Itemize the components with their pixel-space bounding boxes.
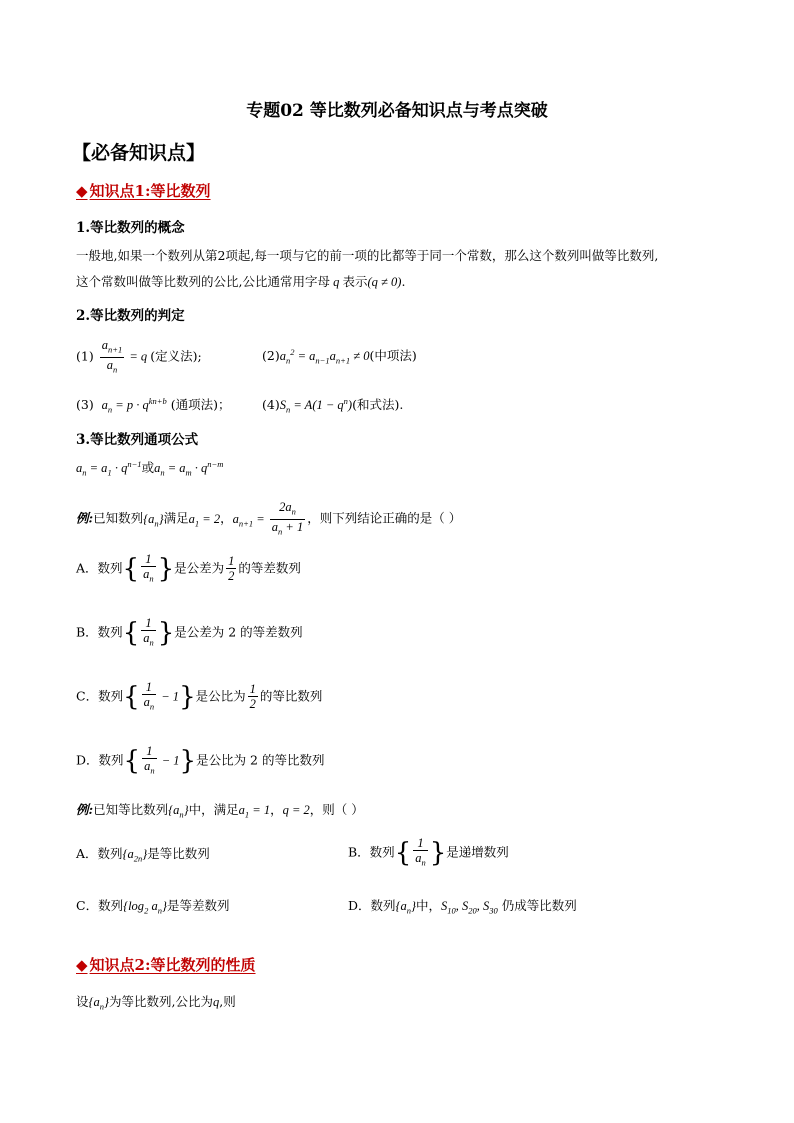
ex2-option-d-mid: 中， [416,898,442,913]
ex2-option-d-pre: D．数列 [348,898,396,913]
formula-recurrence: $a_{n+1}$ = [232,511,268,528]
example-2-question: 例:已知等比数列$\{a_n\}$中，满足$a_1 = 1$，q = 2，则（ ） [76,802,364,820]
concept-line-1: 一般地,如果一个数列从第2项起,每一项与它的前一项的比都等于同一个常数，那么这个数列叫做等比数列, [76,248,659,263]
formula-sum: $S_n = A(1 - q^n)$ [279,395,353,415]
method-1-name: (定义法); [150,348,202,364]
option-c-post: 是公比为 [195,688,246,704]
example-2-text-a: 已知等比数列 [93,802,169,817]
ex2-option-b-pre: B．数列 [348,844,395,860]
general-term-formula [76,458,223,478]
concept-line-2b: 表示 [342,274,368,289]
formula-mean: $a_n^2 = a_{n-1}a_{n+1} \ne 0$ [279,346,370,366]
example-1-text-b: 满足 [163,510,189,526]
formula-a1-eq-1: $a_1 = 1$ [238,803,271,820]
kp2-label: 知识点2:等比数列的性质 [89,956,256,974]
example-1-label: 例: [76,510,94,526]
example-1-question: 例:已知数列$\{a_n\}$满足$a_1 = 2$，$a_{n+1}$ = $\frac{2a_n}{a_n + 1}$ ，则下列结论正确的是（ ） [76,500,462,536]
diamond-icon: ◆ [76,956,88,974]
option-a-tail: 的等差数列 [238,560,301,576]
formula-ratio: $\frac{a_{n+1}}{a_n}$ [101,338,123,374]
formula-q-eq-2: q = 2 [282,803,310,817]
formula-seq-an: $\{a_n\}$ [143,511,164,528]
method-4-label: (4) [262,397,280,412]
section-heading: 【必备知识点】 [72,142,206,164]
method-1-label: (1) [76,348,94,364]
example-2-label: 例: [76,802,94,817]
option-a-pre: A．数列 [76,560,123,576]
example-1-option-a[interactable]: A．数列{ $\frac{1}{a_n}$ }是公差为 $\frac{1}{2}$ 的等差数列 [76,552,301,584]
knowledge-point-2-heading [76,954,256,975]
judgement-method-1 [76,338,202,376]
formula-term-1: $a_n = a_1 \cdot q^{n-1}$ [76,458,142,478]
example-2-option-b[interactable]: B．数列{ $\frac{1}{a_n}$ }是递增数列 [348,836,509,868]
example-1-option-c[interactable]: C．数列{ $\frac{1}{a_n}$ − 1}是公比为 $\frac{1}{2}$ 的等比数列 [76,680,323,712]
method-4-name: (和式法). [352,397,404,412]
option-c-tail: 的等比数列 [259,688,323,704]
diamond-icon: ◆ [76,182,88,200]
example-2-text-c: ，则（ ） [309,802,364,817]
ex2-option-d-post: 仍成等比数列 [501,898,577,913]
knowledge-point-1-heading [76,180,211,201]
ex2-option-b-post: 是递增数列 [446,844,509,860]
method-2-name: (中项法) [369,348,417,363]
ex2-option-a-post: 是等比数列 [147,846,210,861]
formula-eq-q: = q [126,349,151,364]
formula-term-m: $a_n = a_m \cdot q^{n-m}$ [154,458,224,478]
example-1-text-a: 已知数列 [93,510,144,526]
example-2-option-a[interactable]: A．数列$\{a_{2n}\}$是等比数列 [76,846,210,864]
option-a-post: 是公差为 [174,560,225,576]
method-3-name: (通项法)； [170,397,231,412]
formula-q: q [329,275,343,289]
judgement-method-2 [262,346,417,366]
option-b-pre: B．数列 [76,624,123,640]
page-title: 专题02 等比数列必备知识点与考点突破 [246,101,548,121]
formula-heading: 3.等比数列通项公式 [76,432,199,448]
judgement-method-3 [76,395,231,415]
properties-intro [76,992,236,1012]
option-d-pre: D．数列 [76,752,124,768]
kp1-label: 知识点1:等比数列 [89,182,211,200]
properties-text-c: ,则 [219,994,236,1009]
ex2-option-a-pre: A．数列 [76,846,123,861]
example-2-text-b: 中，满足 [188,802,239,817]
formula-q-nonzero: (q ≠ 0) [367,275,402,289]
properties-text-b: 为等比数列,公比为 [109,994,213,1009]
formula-seq-an-2: $\{a_n\}$ [168,803,189,820]
example-2-option-c[interactable]: C．数列{$\log_2$ $a_n$}是等差数列 [76,898,230,916]
method-2-label: (2) [262,348,280,363]
formula-a1-eq-2: $a_1 = 2$ [188,511,221,528]
option-b-post: 是公差为 2 的等差数列 [174,624,303,640]
concept-line-2 [76,272,405,290]
ex2-option-c-pre: C．数列 [76,898,124,913]
formula-general-term: $a_n = p \cdot q^{kn+b}$ [101,395,167,415]
formula-seq-an-3: $\{a_n\}$ [88,995,110,1012]
example-1-text-c: ，则下列结论正确的是（ ） [307,510,462,526]
concept-period: . [401,274,406,289]
option-c-pre: C．数列 [76,688,124,704]
judgement-heading: 2.等比数列的判定 [76,308,185,324]
method-3-label: (3) [76,397,94,412]
concept-line-2a: 这个常数叫做等比数列的公比,公比通常用字母 [76,274,330,289]
formula-or: 或 [141,460,155,475]
judgement-method-4 [262,395,403,415]
properties-text-a: 设 [76,994,89,1009]
concept-heading: 1.等比数列的概念 [76,220,185,236]
option-d-post: 是公比为 2 的等比数列 [196,752,325,768]
formula-recurrence-frac: $\frac{2a_n}{a_n + 1}$ [271,500,304,536]
example-2-option-d[interactable]: D．数列$\{a_n\}$中，$S_{10}$, $S_{20}$, $S_{30}$ 仍成等比数列 [348,898,577,916]
formula-q-3: q [213,995,220,1009]
example-1-option-b[interactable]: B．数列{ $\frac{1}{a_n}$ }是公差为 2 的等差数列 [76,616,303,648]
example-1-option-d[interactable]: D．数列{ $\frac{1}{a_n}$ − 1}是公比为 2 的等比数列 [76,744,325,776]
ex2-option-c-post: 是等差数列 [166,898,230,913]
